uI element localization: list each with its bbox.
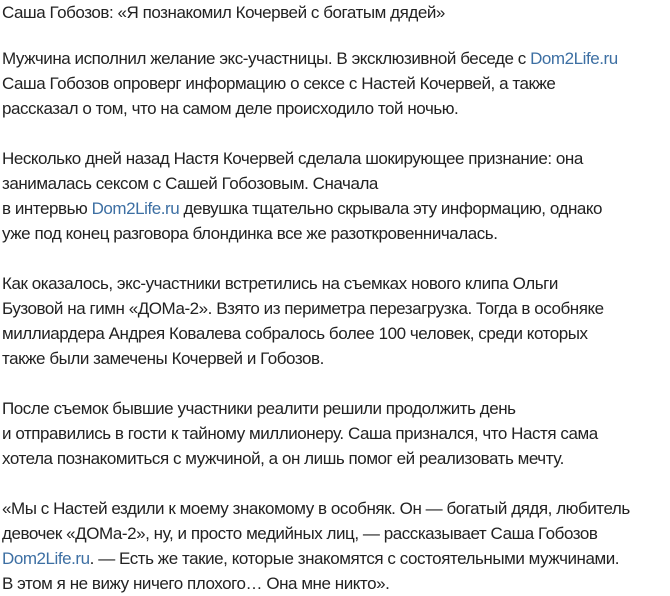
text: в интервью — [2, 199, 92, 218]
text-line — [2, 196, 602, 221]
text: . — Есть же такие, которые знакомятся с состоятельными мужчинами. — [89, 549, 620, 568]
text-line: девочек «ДОМа-2», ну, и просто медийных лиц, — рассказывает Саша Гобозов — [2, 524, 598, 543]
text: Мужчина исполнил желание экс-участницы. В эксклюзивной беседе с — [2, 49, 531, 68]
article-title: Саша Гобозов: «Я познакомил Кочервей с богатым дядей» — [2, 3, 445, 22]
text-line: В этом я не вижу ничего плохого… Она мне никто». — [2, 574, 390, 593]
text-line: Саша Гобозов опроверг информацию о сексе с Настей Кочервей, а также — [2, 74, 556, 93]
text-line: также были замечены Кочервей и Гобозов. — [2, 349, 324, 368]
text-line: рассказал о том, что на самом деле происходило той ночью. — [2, 99, 459, 118]
dom2life-link[interactable]: Dom2Life.ru — [2, 549, 90, 568]
text: девушка тщательно скрывала эту информацию, однако — [179, 199, 603, 218]
text-line: После съемок бывшие участники реалити решили продолжить день — [2, 399, 516, 418]
text-line: миллиардера Андрея Ковалева собралось более 100 человек, среди которых — [2, 324, 588, 343]
text-line: Как оказалось, экс-участники встретились на съемках нового клипа Ольги — [2, 274, 558, 293]
dom2life-link[interactable]: Dom2Life.ru — [530, 49, 618, 68]
text-line — [2, 46, 618, 71]
text-line: Несколько дней назад Настя Кочервей сделала шокирующее признание: она — [2, 149, 583, 168]
text-line: уже под конец разговора блондинка все же разоткровенничалась. — [2, 224, 498, 243]
text-line: и отправились в гости к тайному миллионеру. Саша признался, что Настя сама — [2, 424, 598, 443]
dom2life-link[interactable]: Dom2Life.ru — [91, 199, 180, 218]
text-line: Бузовой на гимн «ДОМа-2». Взято из периметра перезагрузка. Тогда в особняке — [2, 299, 604, 318]
text-line: занималась сексом с Сашей Гобозовым. Сначала — [2, 174, 378, 193]
text-line: «Мы с Настей ездили к моему знакомому в особняк. Он — богатый дядя, любитель — [2, 499, 630, 518]
text-line: хотела познакомиться с мужчиной, а он лишь помог ей реализовать мечту. — [2, 449, 564, 468]
text-line — [2, 546, 619, 571]
